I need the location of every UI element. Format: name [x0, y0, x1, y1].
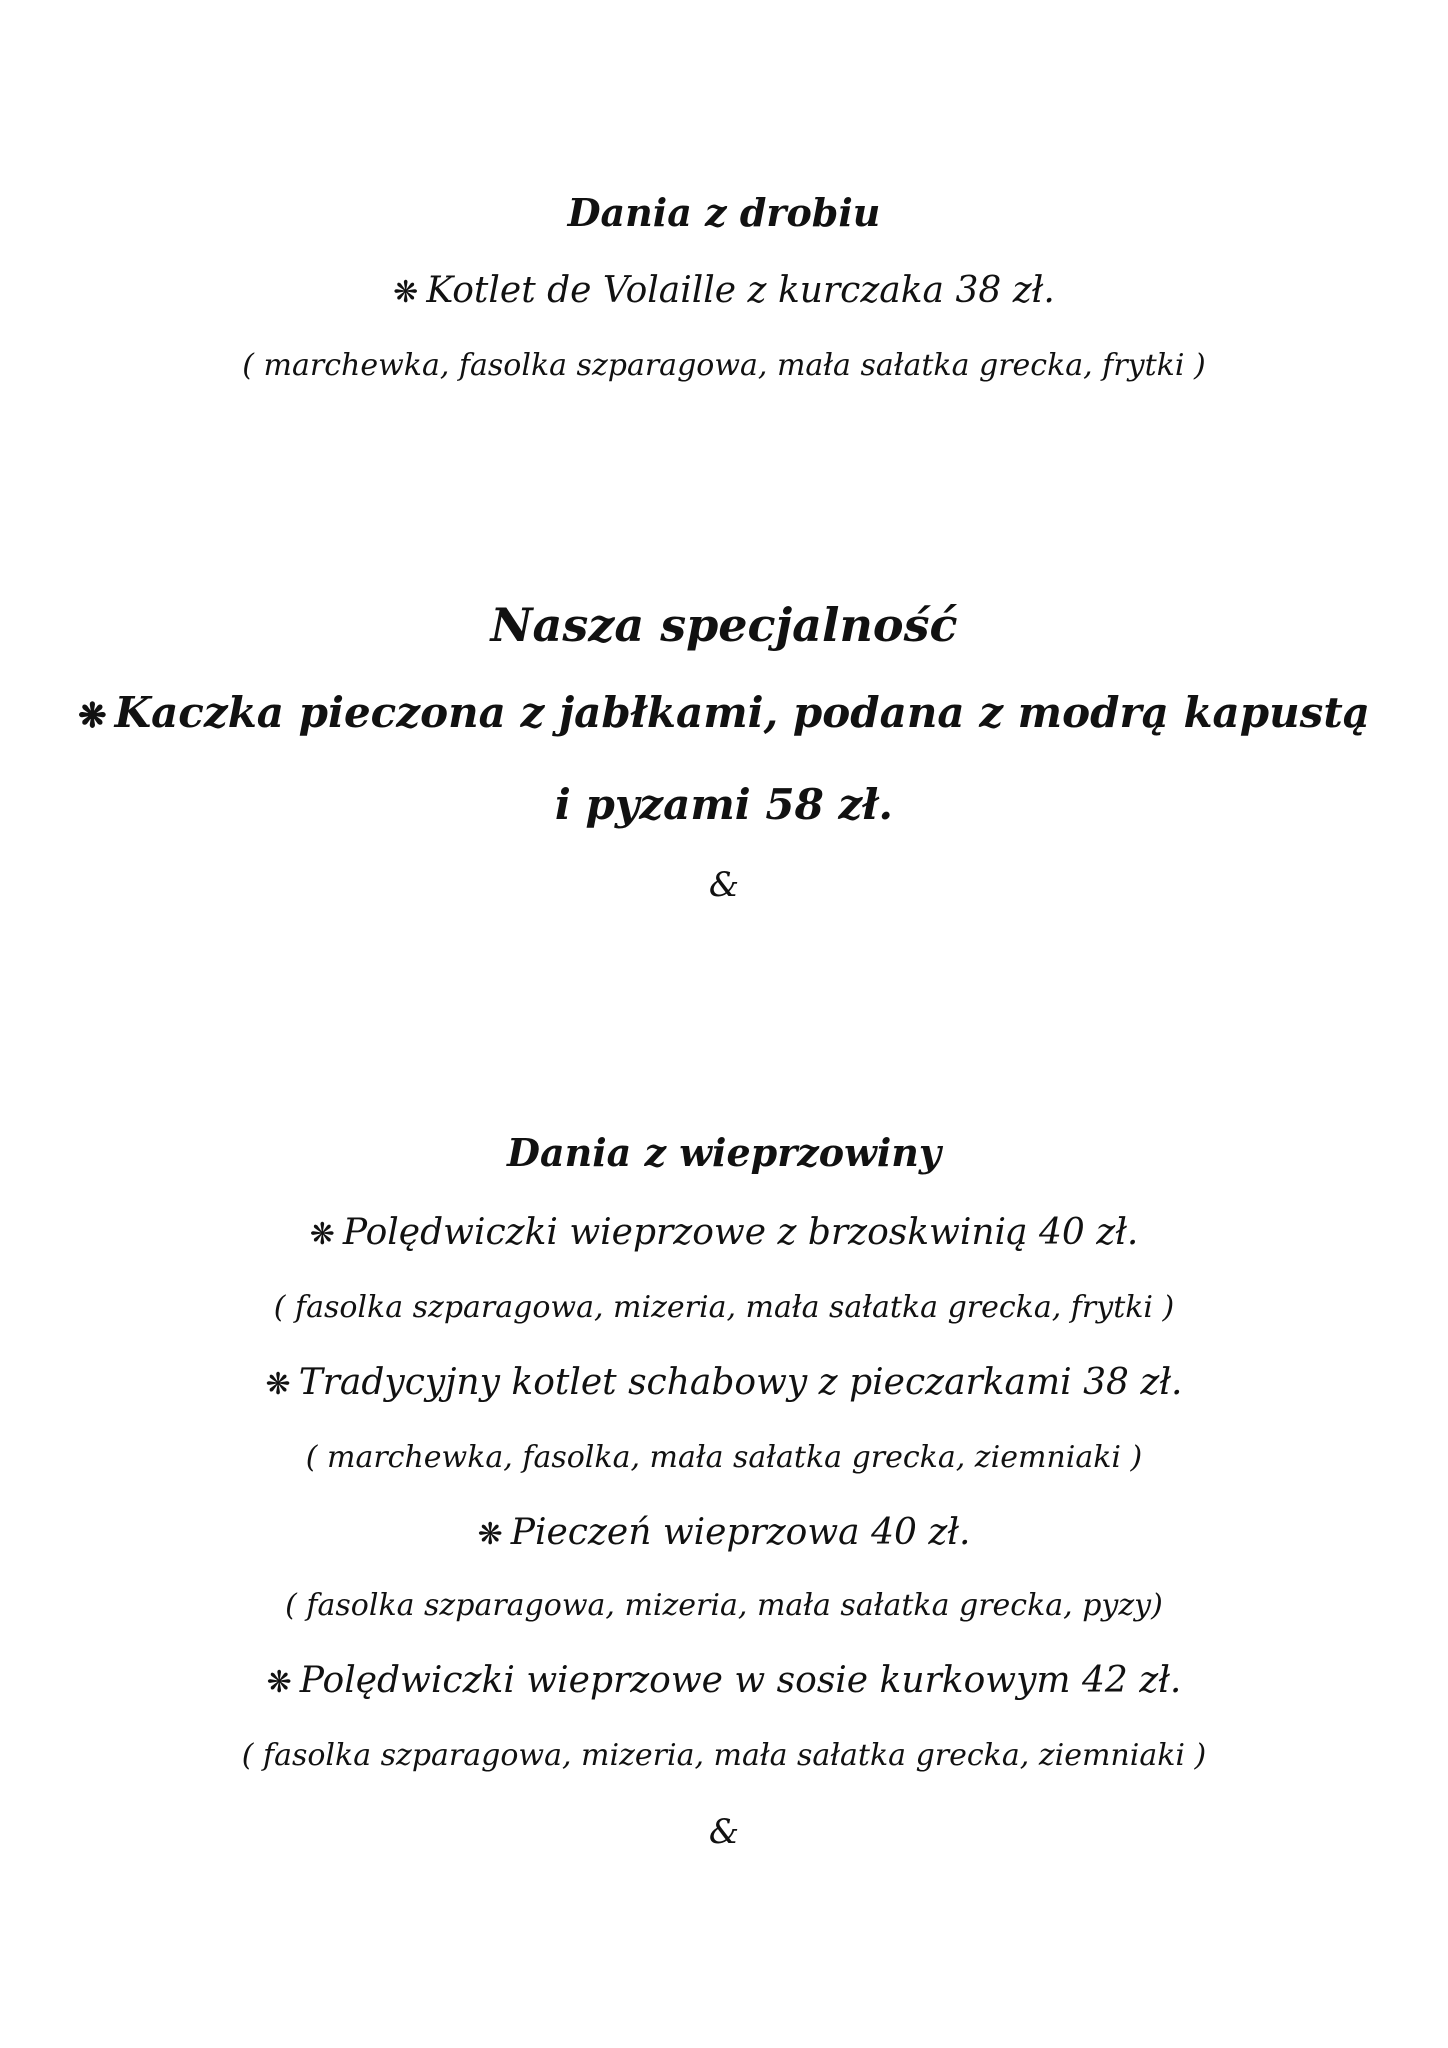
ornament-ampersand: &	[708, 865, 740, 905]
menu-item-sides: ( marchewka, fasolka szparagowa, mała sałatka grecka, frytki )	[242, 348, 1206, 383]
section-heading-poultry: Dania z drobiu	[567, 190, 881, 235]
menu-item-sides: ( fasolka szparagowa, mizeria, mała sałatka grecka, frytki )	[273, 1290, 1175, 1325]
menu-item-sides: ( fasolka szparagowa, mizeria, mała sałatka grecka, pyzy)	[285, 1588, 1163, 1623]
menu-item-pork-4	[0, 1660, 1448, 1701]
specialty-dish-name: Kaczka pieczona z jabłkami, podana z modrą kapustą	[114, 688, 1370, 737]
menu-item-pork-1	[0, 1212, 1448, 1253]
menu-item-pork-2	[0, 1362, 1448, 1403]
specialty-dish-line-2: i pyzami 58 zł.	[554, 780, 894, 829]
menu-item-name: Kotlet de Volaille z kurczaka 38 zł.	[426, 270, 1055, 311]
menu-item-name: Tradycyjny kotlet schabowy z pieczarkami 38 zł.	[298, 1362, 1183, 1403]
menu-item-poultry-1	[0, 270, 1448, 311]
snowflake-asterisk-icon: ❋	[266, 1665, 292, 1700]
menu-item-name: Pieczeń wieprzowa 40 zł.	[510, 1512, 971, 1553]
snowflake-asterisk-icon: ❋	[477, 1517, 503, 1552]
menu-item-name: Polędwiczki wieprzowe w sosie kurkowym 42 zł.	[299, 1660, 1182, 1701]
snowflake-asterisk-icon: ❋	[265, 1367, 291, 1402]
menu-item-sides: ( fasolka szparagowa, mizeria, mała sałatka grecka, ziemniaki )	[241, 1738, 1207, 1773]
specialty-dish-line-1	[0, 688, 1448, 737]
section-heading-pork: Dania z wieprzowiny	[507, 1130, 941, 1175]
snowflake-asterisk-icon: ❋	[309, 1217, 335, 1252]
ornament-ampersand: &	[708, 1812, 740, 1852]
section-heading-specialty: Nasza specjalność	[490, 598, 958, 652]
snowflake-asterisk-icon: ❋	[393, 275, 419, 310]
snowflake-asterisk-icon: ❋	[78, 696, 107, 736]
menu-item-pork-3	[0, 1512, 1448, 1553]
menu-item-name: Polędwiczki wieprzowe z brzoskwinią 40 zł.	[342, 1212, 1139, 1253]
menu-item-sides: ( marchewka, fasolka, mała sałatka grecka, ziemniaki )	[305, 1440, 1143, 1475]
